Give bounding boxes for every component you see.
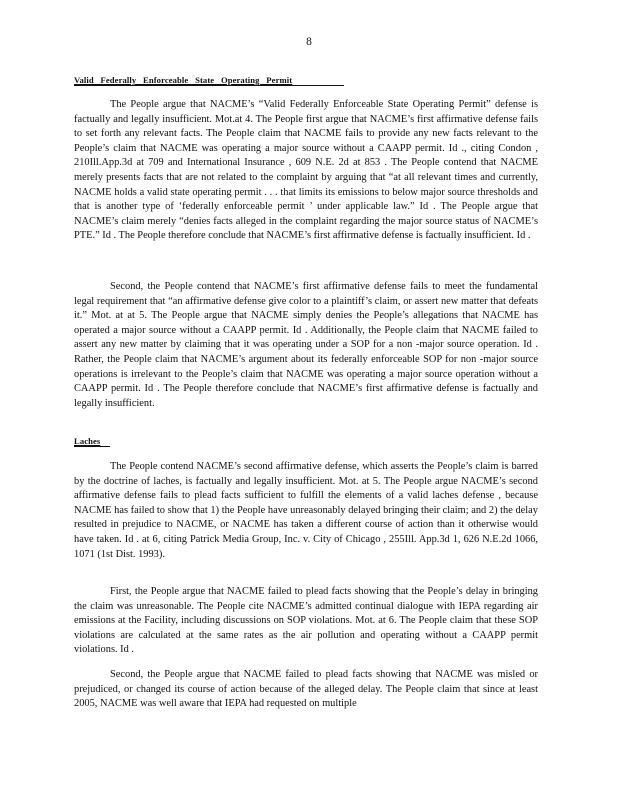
section-heading-valid-fesop: Valid Federally Enforceable State Operating Permit: [74, 75, 293, 85]
page-number: 8: [306, 36, 312, 48]
paragraph-2: Second, the People contend that NACME’s first affirmative defense fails to meet the fundamental legal requirement that “an affirmative defense give color to a plaintiff’s claim, or assert new matter that defeats it.” Mot. at at 5. The People argue that NACME simply denies the People’s allegations that NACME has operated a major source without a CAAPP permit. Id . Additionally, the People claim that NACME failed to assert any new matter by claiming that it was operating under a SOP for a non -major source operation. Id . Rather, the People claim that NACME’s argument about its federally enforceable SOP for non -major source operations is irrelevant to the People’s claim that NACME was operating a major source operation without a CAAPP permit. Id . The People therefore conclude that NACME’s first affirmative defense is factually and legally insufficient.: [74, 281, 538, 409]
heading-underline: [74, 446, 110, 447]
paragraph-5: Second, the People argue that NACME failed to plead facts showing that NACME was misled or prejudiced, or changed its course of action because of the alleged delay. The People claim that since at least 2005, NACME was well aware that IEPA had requested on multiple: [74, 669, 538, 710]
paragraph-4: First, the People argue that NACME failed to plead facts showing that the People’s delay in bringing the claim was unreasonable. The People cite NACME’s admitted continual dialogue with IEPA regarding air emissions at the Facility, including discussions on SOP violations. Mot. at 6. The People claim that these SOP violations are calculated at the same rates as the air pollution and operating without a CAAPP permit violations. Id .: [74, 586, 538, 656]
section-heading-laches: Laches: [74, 436, 101, 446]
heading-underline: [74, 85, 344, 86]
paragraph-1: The People argue that NACME’s “Valid Federally Enforceable State Operating Permit” defense is factually and legally insufficient. Mot.at 4. The People first argue that NACME’s first affirmative defense fails to set forth any relevant facts. The People claim that NACME fails to provide any new facts relevant to the People’s claim that NACME was operating a major source without a CAAPP permit. Id ., citing Condon , 210Ill.App.3d at 709 and International Insurance , 609 N.E. 2d at 853 . The People contend that NACME merely presents facts that are not related to the complaint by arguing that “at all relevant times and currently, NACME holds a valid state operating permit . . . that limits its emissions to below major source thresholds and that is another type of ‘federally enforceable permit ’ under applicable law.” Id . The People argue that NACME’s claim merely “denies facts alleged in the complaint regarding the major source status of NACME’s PTE.” Id . The People therefore conclude that NACME’s first affirmative defense is factually insufficient. Id .: [74, 99, 538, 242]
paragraph-3: The People contend NACME’s second affirmative defense, which asserts the People’s claim is barred by the doctrine of laches, is factually and legally insufficient. Mot. at 5. The People argue NACME’s second affirmative defense fails to plead facts sufficient to fulfill the elements of a valid laches defense , because NACME has failed to show that 1) the People have unreasonably delayed bringing their claim; and 2) the delay resulted in prejudice to NACME, or NACME has taken a different course of action than it otherwise would have taken. Id . at 6, citing Patrick Media Group, Inc. v. City of Chicago , 255Ill. App.3d 1, 626 N.E.2d 1066, 1071 (1st Dist. 1993).: [74, 461, 538, 560]
